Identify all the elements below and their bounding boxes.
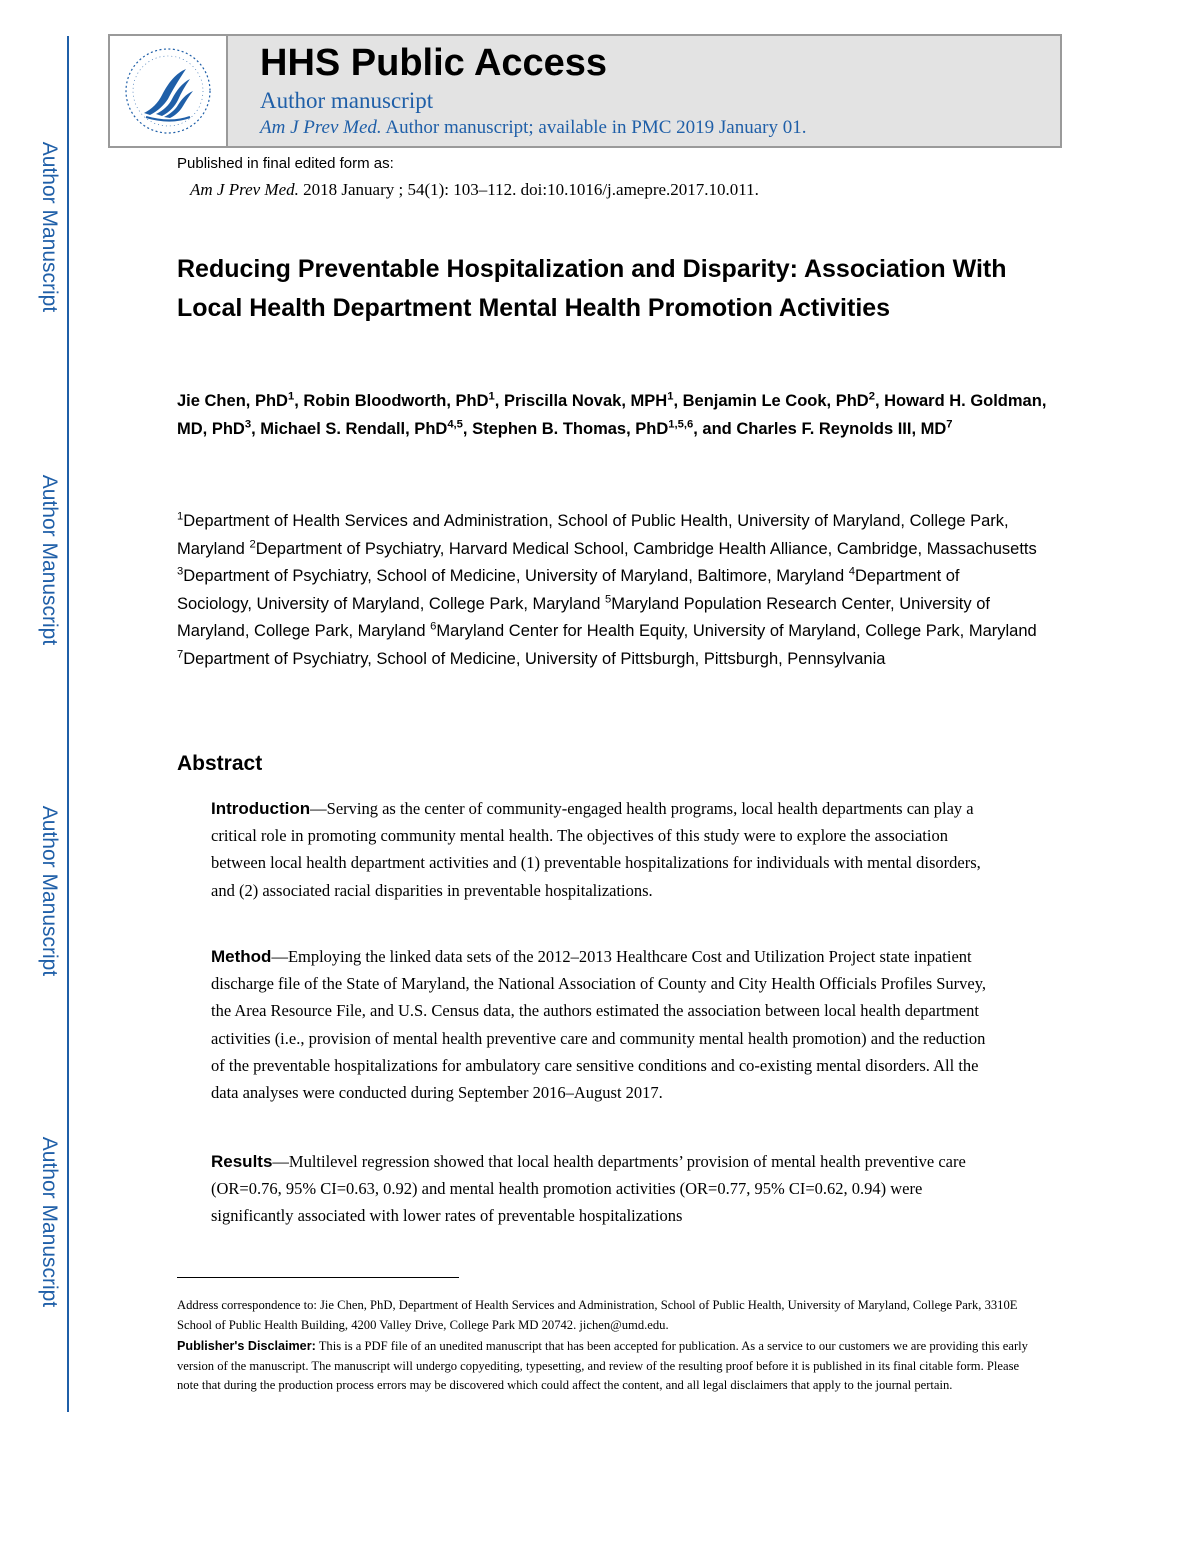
abstract-results bbox=[211, 1148, 1001, 1230]
author-manuscript-label: Author manuscript bbox=[260, 88, 434, 113]
author-list: Jie Chen, PhD$^1$, Robin Bloodworth, PhD$^1$, Priscilla Novak, MPH$^1$, Benjamin Le Cook, PhD$^2$, Howard H. Goldman, MD, PhD$^3$, Michael S. Rendall, PhD$^{4,5}$, Stephen B. Thomas, PhD$^{1,5,6}$, and Charles F. Reynolds III, $MD^7$ bbox=[177, 390, 1047, 438]
author: Charles F. Reynolds III, $MD^7$ bbox=[736, 418, 953, 438]
sidebar-label: Author Manuscript bbox=[38, 141, 62, 313]
sidebar-label: Author Manuscript bbox=[38, 1136, 62, 1308]
author: Robin Bloodworth, PhD$^1$ bbox=[303, 390, 495, 410]
author: Benjamin Le Cook, PhD$^2$ bbox=[682, 390, 875, 410]
disclaimer-label: Publisher's Disclaimer: bbox=[177, 1339, 316, 1353]
hhs-title: HHS Public Access bbox=[260, 42, 608, 84]
affiliations: $^1$Department of Health Services and Administration, School of Public Health, University of Maryland, College Park, Maryland $^2$Department of Psychiatry, Harvard Medical School, Cambridge Health Alliance, Cambridge, Massachusetts $^3$Department of Psychiatry, School of Medicine, University of Maryland, Baltimore, Maryland $^4$Department of Sociology, University of Maryland, College Park, Maryland $^5$Maryland Population Research Center, University of Maryland, College Park, Maryland $^6$Maryland Center for Health Equity, University of Maryland, College Park, Maryland $^7$Department of Psychiatry, School of Medicine, University of Pittsburgh, Pittsburgh, Pennsylvania bbox=[177, 510, 1037, 668]
availability-text: Author manuscript; available in PMC 2019 January 01. bbox=[381, 117, 807, 138]
author: Jie Chen, PhD$^1$ bbox=[177, 390, 295, 410]
author: Priscilla Novak, MPH$^1$ bbox=[503, 390, 674, 410]
abstract-heading: Abstract bbox=[177, 752, 263, 775]
logo-container bbox=[110, 36, 228, 146]
author: Stephen B. Thomas, PhD$^{1,5,6}$ bbox=[472, 418, 694, 438]
disclaimer-text: This is a PDF file of an unedited manuscript that has been accepted for publication. As a service to our customers we are providing this early version of the manuscript. The manuscript will undergo copyediting, typesetting, and review of the resulting proof before it is published in its final citable form. Please note that during the production process errors may be discovered which could affect the content, and all legal disclaimers that apply to the journal pertain. bbox=[177, 1339, 1028, 1392]
citation-details: 2018 January ; 54(1): 103–112. doi:10.1016/j.amepre.2017.10.011. bbox=[298, 180, 759, 199]
availability-line bbox=[260, 117, 807, 139]
abstract-method bbox=[211, 943, 1001, 1106]
correspondence-note: Address correspondence to: Jie Chen, PhD, Department of Health Services and Administration, School of Public Health, University of Maryland, College Park, 3310E School of Public Health Building, 4200 Valley Drive, College Park MD 20742. jichen@umd.edu. bbox=[177, 1298, 1018, 1332]
section-label: Results bbox=[211, 1152, 273, 1171]
sidebar-label: Author Manuscript bbox=[38, 474, 62, 646]
sidebar-label: Author Manuscript bbox=[38, 805, 62, 977]
header-title-area bbox=[228, 36, 1060, 146]
section-text: —Serving as the center of community-engaged health programs, local health departments can play a critical role in promoting community mental health. The objectives of this study were to explore the association between local health department activities and (1) preventable hospitalizations for individuals with mental disorders, and (2) associated racial disparities in preventable hospitalizations. bbox=[211, 799, 981, 900]
author: Howard H. Goldman, MD, PhD$^3$ bbox=[177, 392, 1047, 438]
section-text: —Employing the linked data sets of the 2012–2013 Healthcare Cost and Utilization Project state inpatient discharge file of the State of Maryland, the National Association of County and City Health Officials Profiles Survey, the Area Resource File, and U.S. Census data, the authors estimated the association between local health department activities (i.e., provision of mental health preventive care and community mental health promotion) and the reduction of the preventable hospitalizations for ambulatory care sensitive conditions and co-existing mental disorders. All the data analyses were conducted during September 2016–August 2017. bbox=[211, 947, 987, 1103]
section-text: —Multilevel regression showed that local health departments’ provision of mental health preventive care (OR=0.76, 95% CI=0.63, 0.92) and mental health promotion activities (OR=0.77, 95% CI=0.62, 0.94) were significantly associated with lower rates of preventable hospitalizations bbox=[211, 1152, 966, 1226]
citation bbox=[190, 180, 759, 200]
publisher-disclaimer bbox=[177, 1337, 1037, 1396]
published-label: Published in final edited form as: bbox=[177, 155, 394, 172]
hhs-header bbox=[108, 34, 1062, 148]
section-label: Method bbox=[211, 947, 272, 966]
author: Michael S. Rendall, PhD$^{4,5}$ bbox=[260, 418, 463, 438]
authors-and: and bbox=[702, 419, 737, 438]
citation-journal: Am J Prev Med. bbox=[190, 180, 299, 199]
journal-name: Am J Prev Med. bbox=[260, 117, 382, 138]
section-label: Introduction bbox=[211, 799, 311, 818]
article-title: Reducing Preventable Hospitalization and Disparity: Association With Local Health Department Mental Health Promotion Activities bbox=[177, 255, 1007, 322]
hhs-eagle-seal-icon bbox=[120, 43, 216, 139]
footnote-divider bbox=[177, 1277, 459, 1278]
abstract-introduction bbox=[211, 795, 1001, 904]
footnotes bbox=[177, 1296, 1037, 1398]
